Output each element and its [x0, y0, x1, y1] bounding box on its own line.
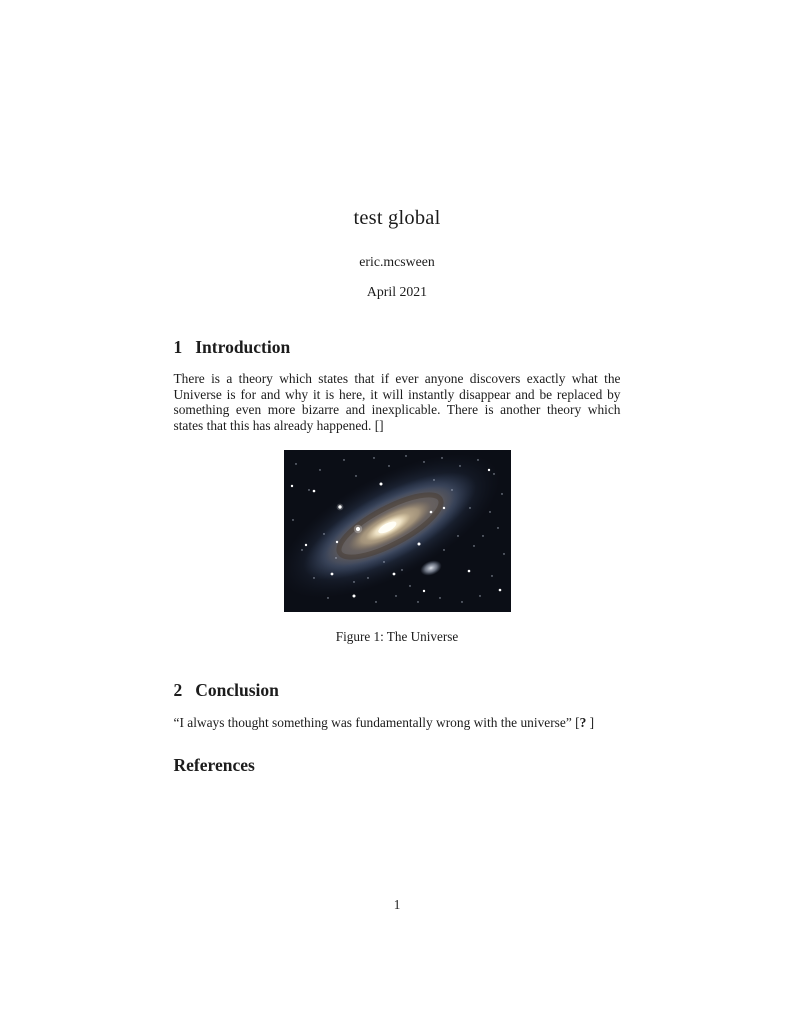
section-number: 2 [173, 680, 183, 701]
empty-citation: [] [374, 417, 384, 433]
introduction-text: There is a theory which states that if ever anyone discovers exactly what the Universe is for and why it is here, it will instantly disappear and be replaced by something even more bizarre and inexplicable. There is another theory which states that this has already happened. [173, 371, 621, 433]
document-title: test global [353, 207, 441, 229]
citation-close-bracket: ] [586, 715, 595, 731]
section-number: 1 [173, 337, 183, 357]
document-body [174, 337, 621, 776]
figure-the-universe [174, 450, 621, 644]
galaxy-illustration [284, 450, 511, 612]
document-date: April 2021 [366, 284, 428, 299]
section-title: Conclusion [195, 680, 279, 701]
citation-question-mark: ? [579, 715, 587, 731]
references-heading: References [173, 754, 255, 775]
section-title: Introduction [195, 337, 291, 357]
galaxy-image [284, 450, 511, 612]
title-block [0, 0, 794, 300]
unresolved-citation [575, 715, 594, 730]
citation-open-bracket: [ [575, 715, 580, 731]
section-heading-introduction [174, 337, 621, 358]
conclusion-paragraph [174, 715, 621, 731]
section-heading-conclusion [174, 680, 621, 701]
page-number: 1 [393, 897, 401, 912]
figure-caption: Figure 1: The Universe [335, 629, 459, 645]
introduction-paragraph [174, 371, 621, 433]
conclusion-quote: “I always thought something was fundamentally wrong with the universe” [173, 715, 572, 731]
document-author: eric.mcsween [359, 254, 435, 269]
